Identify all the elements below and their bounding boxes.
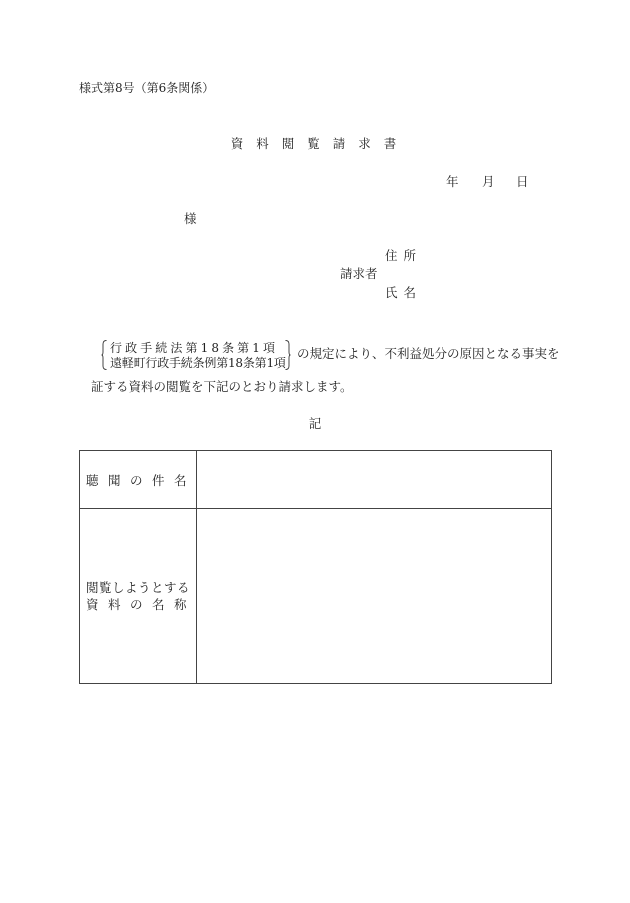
legal-basis-line2: 遠軽町行政手続条例第18条第1項 xyxy=(110,356,286,370)
left-bracket-icon xyxy=(101,340,107,370)
body-text-line2: 証する資料の閲覧を下記のとおり請求します。 xyxy=(91,379,353,394)
legal-basis-line1: 行政手続法第18条第1項 xyxy=(110,341,279,355)
legal-basis-bracket xyxy=(101,340,291,372)
address-label: 住所 xyxy=(385,248,423,263)
date-month-label: 月 xyxy=(482,174,495,189)
table-row xyxy=(80,451,552,509)
request-table xyxy=(79,450,552,684)
document-name-label-line1: 閲覧しようとする xyxy=(86,580,191,595)
document-name-field[interactable] xyxy=(197,509,552,684)
hearing-subject-label: 聴聞の件名 xyxy=(86,472,197,488)
requester-label: 請求者 xyxy=(340,266,378,281)
document-title: 資料閲覧請求書 xyxy=(230,136,410,151)
name-label: 氏名 xyxy=(385,285,423,300)
right-bracket-icon xyxy=(285,340,291,370)
hearing-subject-field[interactable] xyxy=(197,451,552,509)
form-number: 様式第8号（第6条関係） xyxy=(79,81,215,95)
document-name-label-cell xyxy=(80,509,197,684)
ki-heading: 記 xyxy=(308,416,322,431)
hearing-subject-label-cell xyxy=(80,451,197,509)
table-row xyxy=(80,509,552,684)
document-name-label-line2: 資料の名称 xyxy=(86,597,197,612)
addressee-suffix: 様 xyxy=(184,211,197,226)
body-text-line1: の規定により、不利益処分の原因となる事実を xyxy=(297,346,560,361)
date-day-label: 日 xyxy=(516,174,529,189)
date-year-label: 年 xyxy=(446,174,459,189)
